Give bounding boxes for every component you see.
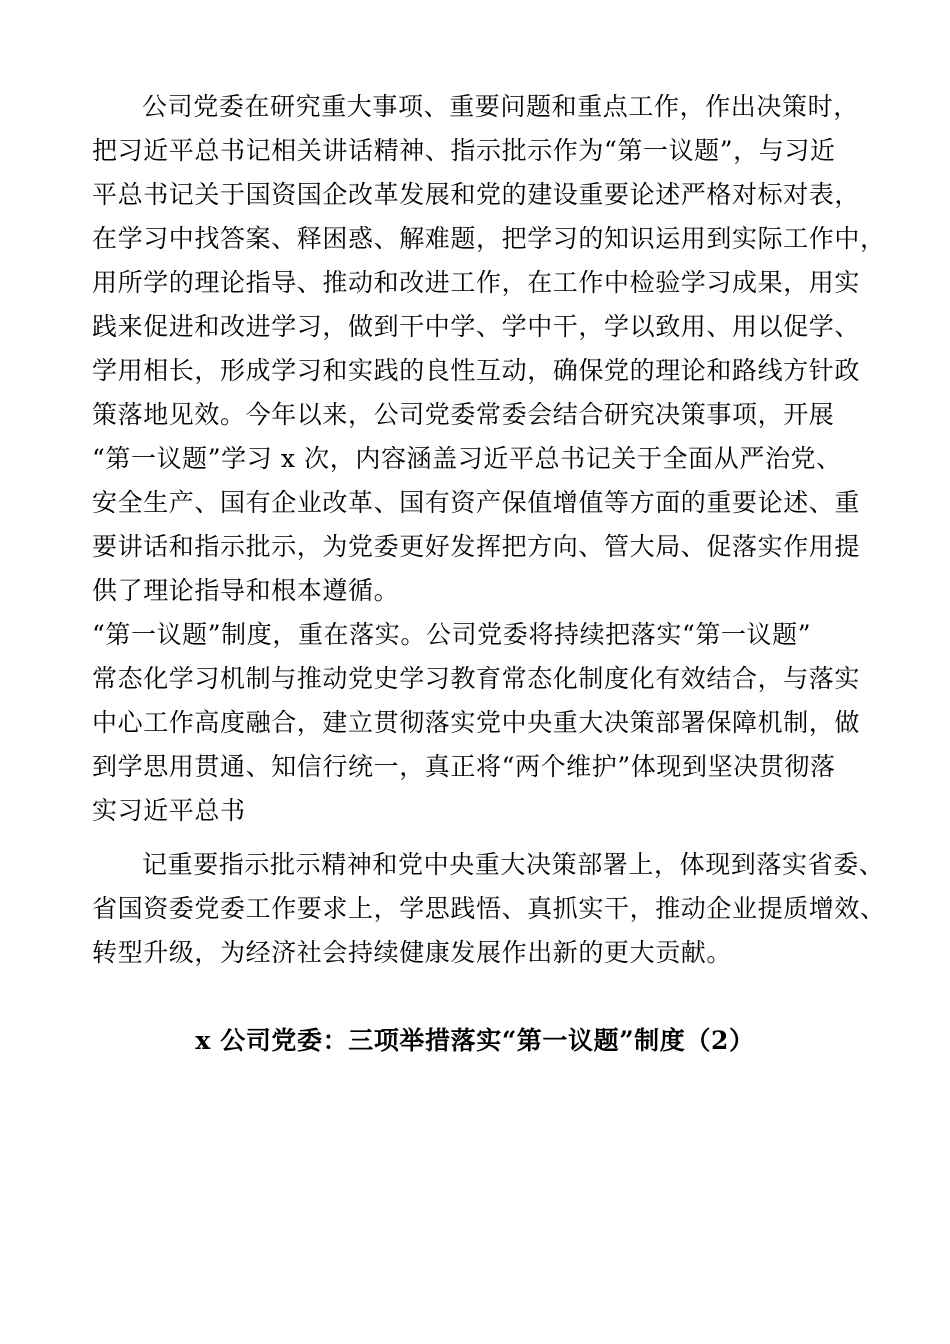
paragraph-3-line-3: 转型升级，为经济社会持续健康发展作出新的更大贡献。 [92,938,733,967]
paragraph-1-line-3: 平总书记关于国资国企改革发展和党的建设重要论述严格对标对表， [92,180,861,209]
paragraph-2-line-5: 实习近平总书 [92,796,246,825]
paragraph-2-line-4: 到学思用贯通、知信行统一，真正将“两个维护”体现到坚决贯彻落 [92,752,836,781]
paragraph-3-line-2: 省国资委党委工作要求上，学思践悟、真抓实干，推动企业提质增效、 [92,894,886,923]
paragraph-1-line-10: 安全生产、国有企业改革、国有资产保值增值等方面的重要论述、重 [92,488,861,517]
paragraph-1-line-2: 把习近平总书记相关讲话精神、指示批示作为“第一议题”，与习近 [92,136,836,165]
paragraph-1-line-11: 要讲话和指示批示，为党委更好发挥把方向、管大局、促落实作用提 [92,532,861,561]
paragraph-1-line-7: 学用相长，形成学习和实践的良性互动，确保党的理论和路线方针政 [92,356,861,385]
paragraph-2-line-1: “第一议题”制度，重在落实。公司党委将持续把落实“第一议题” [92,620,812,649]
paragraph-2-line-2: 常态化学习机制与推动党史学习教育常态化制度化有效结合，与落实 [92,664,861,693]
paragraph-1-line-9: “第一议题”学习 x 次，内容涵盖习近平总书记关于全面从严治党、 [92,444,842,473]
paragraph-1-line-1: 公司党委在研究重大事项、重要问题和重点工作，作出决策时， [142,92,859,121]
section-heading: x 公司党委：三项举措落实“第一议题”制度（2） [195,1026,755,1055]
paragraph-3-line-1: 记重要指示批示精神和党中央重大决策部署上，体现到落实省委、 [142,850,885,879]
paragraph-1-line-5: 用所学的理论指导、推动和改进工作，在工作中检验学习成果，用实 [92,268,861,297]
paragraph-1-line-12: 供了理论指导和根本遵循。 [92,576,400,605]
paragraph-1-line-6: 践来促进和改进学习，做到干中学、学中干，学以致用、用以促学、 [92,312,861,341]
paragraph-1-line-4: 在学习中找答案、释困惑、解难题，把学习的知识运用到实际工作中， [92,224,886,253]
paragraph-1-line-8: 策落地见效。今年以来，公司党委常委会结合研究决策事项，开展 [92,400,835,429]
paragraph-2-line-3: 中心工作高度融合，建立贯彻落实党中央重大决策部署保障机制，做 [92,708,861,737]
